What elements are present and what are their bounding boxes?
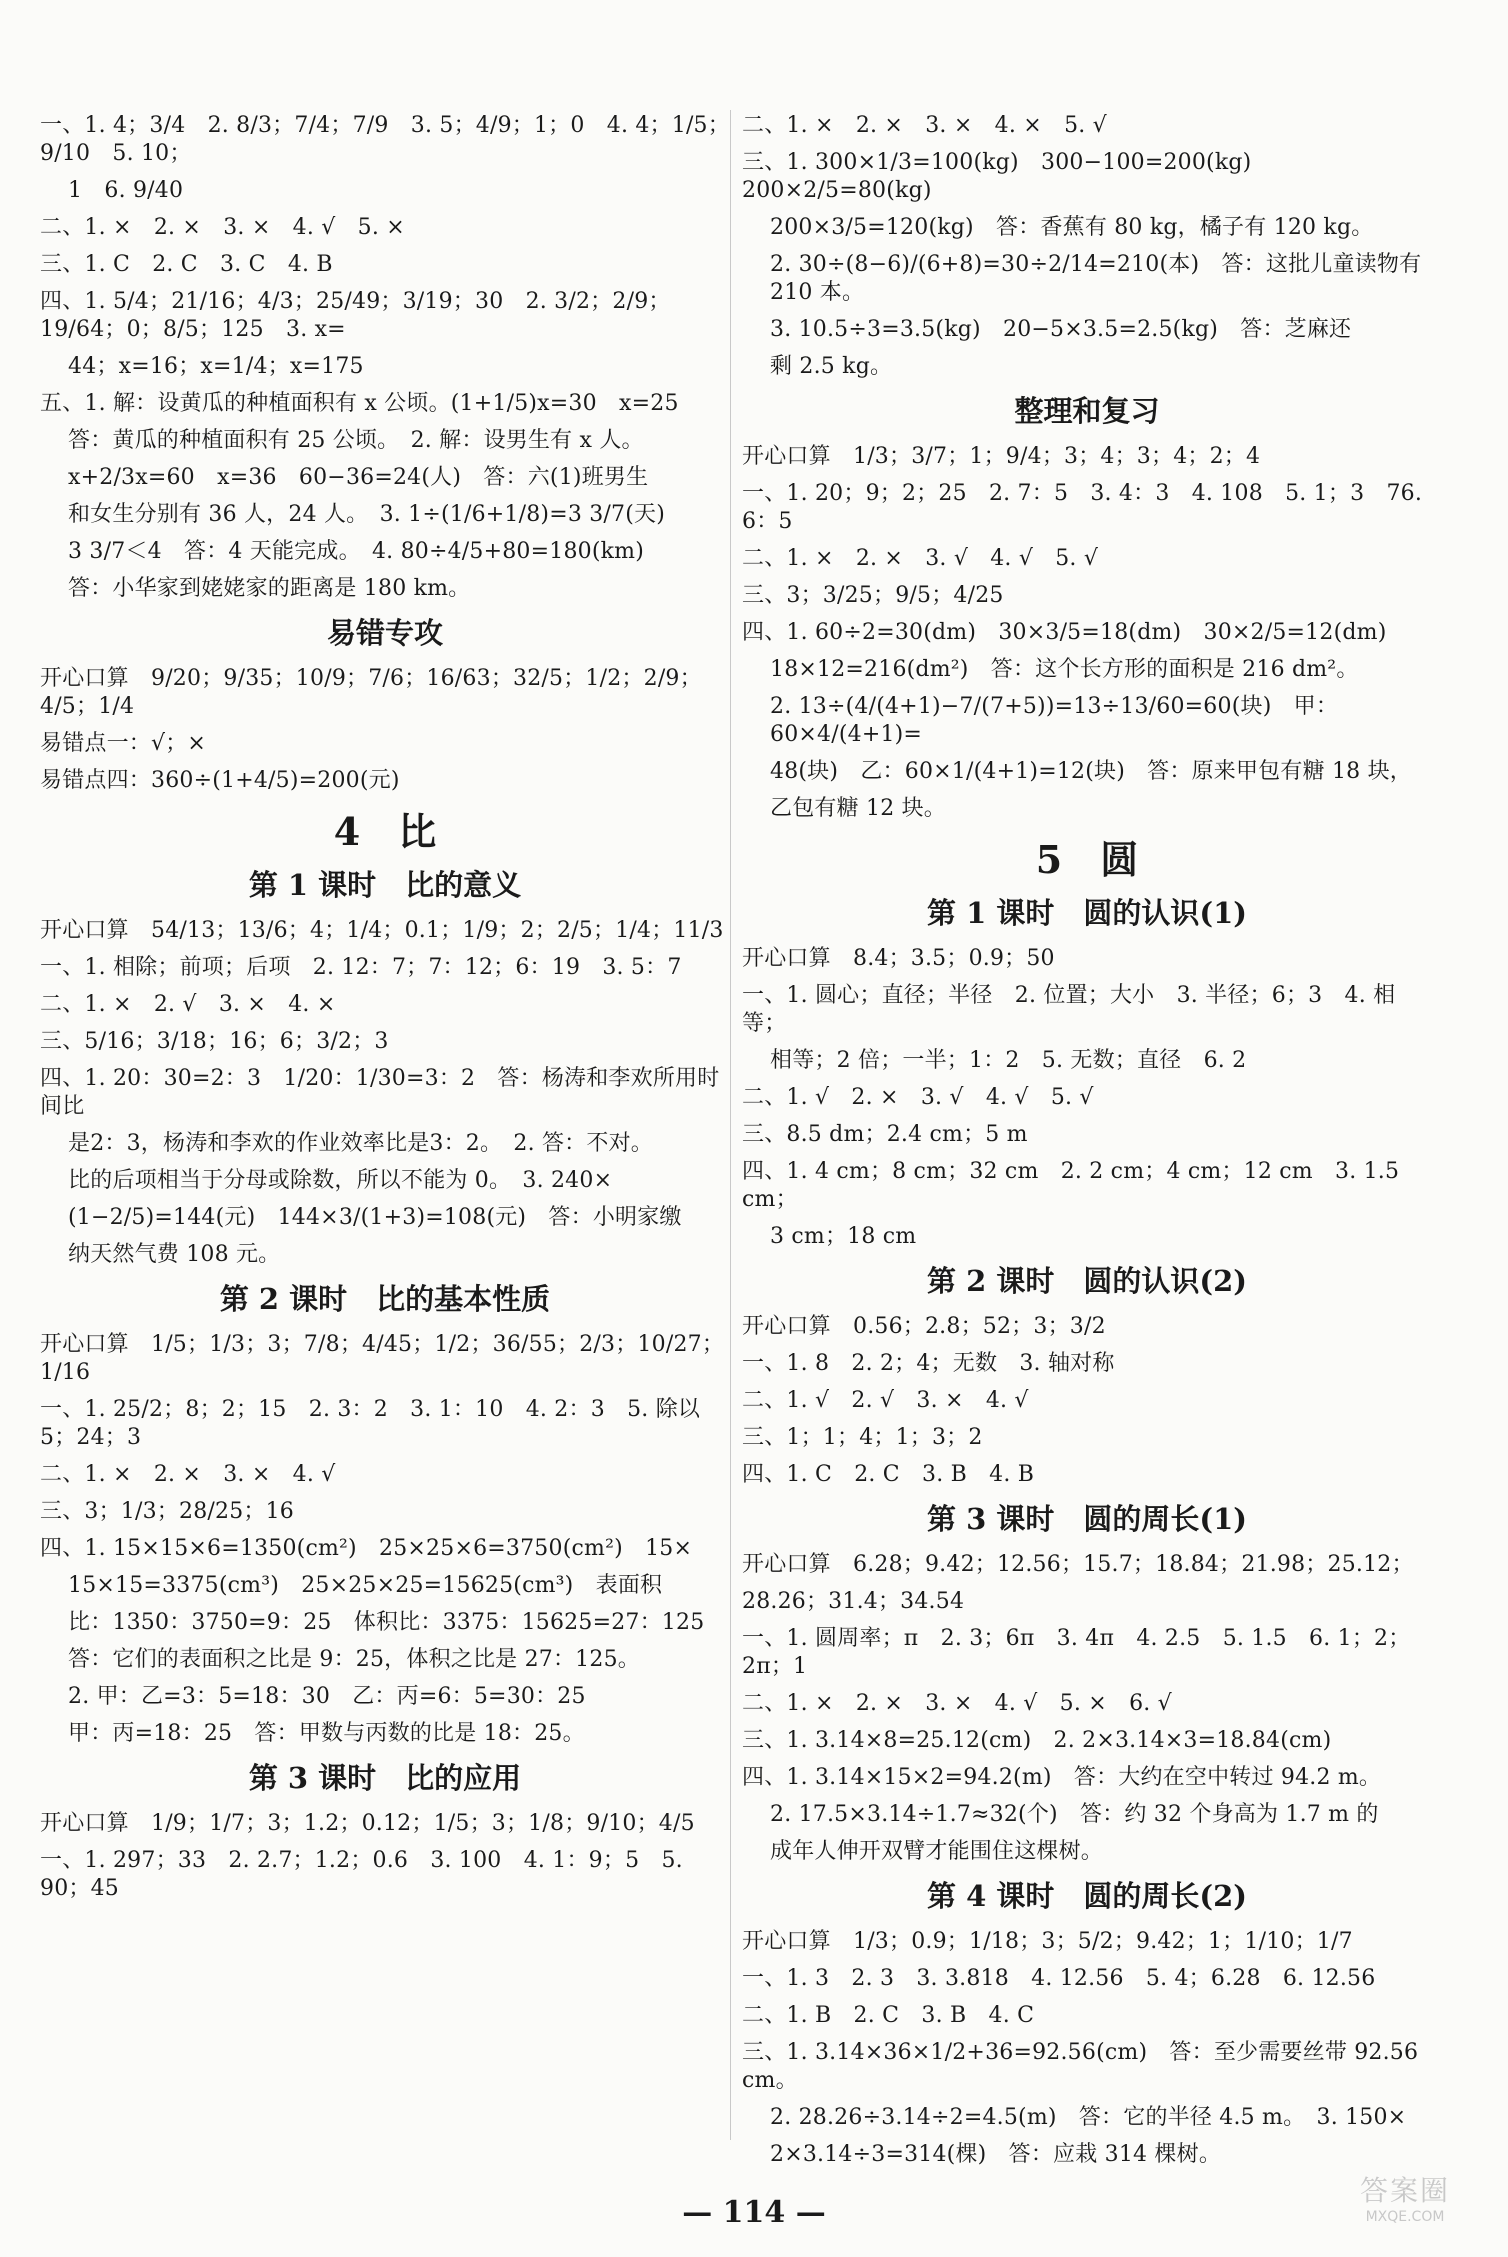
answer-line: 2. 28.26÷3.14÷2=4.5(m) 答：它的半径 4.5 m。 3. 150× [770, 2105, 1407, 2130]
answer-line: 开心口算 1/5；1/3；3；7/8；4/45；1/2；36/55；2/3；10/27；1/16 [40, 1332, 725, 1385]
answer-line: 二、1. × 2. × 3. × 4. √ [40, 1462, 336, 1487]
section-heading: 整理和复习 [1014, 394, 1160, 428]
answer-line: 开心口算 0.56；2.8；52；3；3/2 [742, 1314, 1106, 1339]
answer-line: 一、1. 圆周率；π 2. 3；6π 3. 4π 4. 2.5 5. 1.5 6. 1；2；2π；1 [742, 1626, 1411, 1679]
answer-line: 一、1. 20；9；2；25 2. 7：5 3. 4：3 4. 108 5. 1；3 76. 6：5 [742, 481, 1430, 534]
answer-line: 二、1. × 2. × 3. √ 4. √ 5. √ [742, 546, 1099, 571]
answer-line: 纳天然气费 108 元。 [68, 1242, 281, 1267]
answer-line: 四、1. 60÷2=30(dm) 30×3/5=18(dm) 30×2/5=12(dm) [742, 620, 1387, 645]
answer-line: 三、1. 3.14×8=25.12(cm) 2. 2×3.14×3=18.84(cm) [742, 1728, 1332, 1753]
section-heading: 第 4 课时 圆的周长(2) [927, 1879, 1247, 1913]
answer-line: 二、1. × 2. × 3. × 4. × 5. √ [742, 113, 1107, 138]
answer-line: 15×15=3375(cm³) 25×25×25=15625(cm³) 表面积 [68, 1573, 663, 1598]
answer-line: 二、1. B 2. C 3. B 4. C [742, 2003, 1035, 2028]
answer-line: 四、1. 15×15×6=1350(cm²) 25×25×6=3750(cm²) 15× [40, 1536, 693, 1561]
answer-line: 开心口算 1/3；0.9；1/18；3；5/2；9.42；1；1/10；1/7 [742, 1929, 1353, 1954]
answer-line: 三、1. C 2. C 3. C 4. B [40, 252, 333, 277]
answer-line: 比的后项相当于分母或除数，所以不能为 0。 3. 240× [68, 1168, 613, 1193]
answer-line: 三、5/16；3/18；16；6；3/2；3 [40, 1029, 389, 1054]
answer-line: 一、1. 圆心；直径；半径 2. 位置；大小 3. 半径；6；3 4. 相等； [742, 983, 1396, 1036]
section-heading: 易错专攻 [326, 616, 443, 650]
answer-line: 乙包有糖 12 块。 [770, 796, 946, 821]
answer-line: 和女生分别有 36 人，24 人。 3. 1÷(1/6+1/8)=3 3/7(天) [68, 502, 665, 527]
answer-line: 三、1；1；4；1；3；2 [742, 1425, 983, 1450]
answer-line: 二、1. × 2. × 3. × 4. √ 5. × 6. √ [742, 1691, 1172, 1716]
left-column [40, 112, 730, 1912]
answer-line: 二、1. √ 2. × 3. √ 4. √ 5. √ [742, 1085, 1094, 1110]
answer-line: 一、1. 297；33 2. 2.7；1.2；0.6 3. 100 4. 1：9；5 5. 90；45 [40, 1848, 691, 1901]
answer-line: 一、1. 25/2；8；2；15 2. 3：2 3. 1：10 4. 2：3 5. 除以 5；24；3 [40, 1397, 708, 1450]
answer-line: 开心口算 6.28；9.42；12.56；15.7；18.84；21.98；25.12； [742, 1552, 1414, 1577]
answer-line: 28.26；31.4；34.54 [742, 1589, 965, 1614]
watermark-url: MXQE.COM [1365, 2209, 1445, 2225]
answer-line: 答：小华家到姥姥家的距离是 180 km。 [68, 576, 471, 601]
answer-line: (1−2/5)=144(元) 144×3/(1+3)=108(元) 答：小明家缴 [68, 1205, 682, 1230]
answer-line: 比：1350：3750=9：25 体积比：3375：15625=27：125 [68, 1610, 705, 1635]
answer-line: 五、1. 解：设黄瓜的种植面积有 x 公顷。(1+1/5)x=30 x=25 [40, 391, 679, 416]
answer-line: 一、1. 3 2. 3 3. 3.818 4. 12.56 5. 4；6.28 6. 12.56 [742, 1966, 1376, 1991]
watermark-logo-text: 答案圈 [1359, 2174, 1450, 2207]
answer-line: 2. 13÷(4/(4+1)−7/(7+5))=13÷13/60=60(块) 甲：60×4/(4+1)= [770, 694, 1339, 747]
answer-line: 易错点一：√；× [40, 731, 207, 756]
answer-line: 二、1. × 2. × 3. × 4. √ 5. × [40, 215, 405, 240]
answer-line: 48(块) 乙：60×1/(4+1)=12(块) 答：原来甲包有糖 18 块， [770, 759, 1412, 784]
answer-line: 甲：丙=18：25 答：甲数与丙数的比是 18：25。 [68, 1721, 585, 1746]
section-heading: 第 1 课时 比的意义 [248, 868, 522, 902]
column-divider [730, 110, 731, 2140]
answer-line: 200×3/5=120(kg) 答：香蕉有 80 kg，橘子有 120 kg。 [770, 215, 1374, 240]
answer-line: 18×12=216(dm²) 答：这个长方形的面积是 216 dm²。 [770, 657, 1359, 682]
answer-line: 答：黄瓜的种植面积有 25 公顷。 2. 解：设男生有 x 人。 [68, 428, 644, 453]
answer-line: 三、3；1/3；28/25；16 [40, 1499, 294, 1524]
answer-line: 开心口算 9/20；9/35；10/9；7/6；16/63；32/5；1/2；2/9；4/5；1/4 [40, 666, 702, 719]
section-heading: 第 1 课时 圆的认识(1) [927, 896, 1247, 930]
answer-line: 一、1. 4；3/4 2. 8/3；7/4；7/9 3. 5；4/9；1；0 4. 4；1/5；9/10 5. 10； [40, 113, 730, 166]
answer-line: 开心口算 8.4；3.5；0.9；50 [742, 946, 1055, 971]
section-heading: 第 2 课时 比的基本性质 [219, 1282, 551, 1316]
answer-line: 三、1. 3.14×36×1/2+36=92.56(cm) 答：至少需要丝带 92.56 cm。 [742, 2040, 1426, 2093]
answer-line: 44；x=16；x=1/4；x=175 [68, 354, 364, 379]
answer-line: 四、1. C 2. C 3. B 4. B [742, 1462, 1035, 1487]
answer-line: 四、1. 20：30=2：3 1/20：1/30=3：2 答：杨涛和李欢所用时间比 [40, 1066, 720, 1119]
answer-line: 2×3.14÷3=314(棵) 答：应栽 314 棵树。 [770, 2142, 1222, 2167]
section-heading: 第 3 课时 比的应用 [248, 1761, 522, 1795]
answer-line: 一、1. 8 2. 2；4；无数 3. 轴对称 [742, 1351, 1115, 1376]
page-number: — 114 — [682, 2195, 826, 2230]
answer-line: 3 3/7＜4 答：4 天能完成。 4. 80÷4/5+80=180(km) [68, 539, 645, 564]
answer-line: 2. 17.5×3.14÷1.7≈32(个) 答：约 32 个身高为 1.7 m 的 [770, 1802, 1379, 1827]
answer-line: 2. 30÷(8−6)/(6+8)=30÷2/14=210(本) 答：这批儿童读物有 210 本。 [770, 252, 1429, 305]
answer-line: 答：它们的表面积之比是 9：25，体积之比是 27：125。 [68, 1647, 640, 1672]
answer-line: 开心口算 1/9；1/7；3；1.2；0.12；1/5；3；1/8；9/10；4/5 [40, 1811, 695, 1836]
answer-line: 开心口算 1/3；3/7；1；9/4；3；4；3；4；2；4 [742, 444, 1261, 469]
answer-line: 二、1. √ 2. √ 3. × 4. √ [742, 1388, 1029, 1413]
chapter-heading: 5 圆 [1035, 837, 1139, 882]
answer-line: 三、1. 300×1/3=100(kg) 300−100=200(kg) 200×2/5=80(kg) [742, 150, 1274, 203]
answer-line: 成年人伸开双臂才能围住这棵树。 [770, 1839, 1104, 1864]
section-heading: 第 2 课时 圆的认识(2) [927, 1264, 1247, 1298]
chapter-heading: 4 比 [333, 809, 437, 854]
answer-line: 三、8.5 dm；2.4 cm；5 m [742, 1122, 1028, 1147]
answer-line: 2. 甲：乙=3：5=18：30 乙：丙=6：5=30：25 [68, 1684, 586, 1709]
answer-line: 开心口算 54/13；13/6；4；1/4；0.1；1/9；2；2/5；1/4；11/3 [40, 918, 724, 943]
answer-line: 二、1. × 2. √ 3. × 4. × [40, 992, 336, 1017]
right-column [742, 112, 1432, 2178]
answer-line: 四、1. 4 cm；8 cm；32 cm 2. 2 cm；4 cm；12 cm 3. 1.5 cm； [742, 1159, 1407, 1212]
watermark-logo [1330, 2169, 1480, 2241]
section-heading: 第 3 课时 圆的周长(1) [927, 1502, 1247, 1536]
answer-line: 相等；2 倍；一半；1：2 5. 无数；直径 6. 2 [770, 1048, 1247, 1073]
answer-line: x+2/3x=60 x=36 60−36=24(人) 答：六(1)班男生 [68, 465, 649, 490]
answer-line: 四、1. 5/4；21/16；4/3；25/49；3/19；30 2. 3/2；2/9；19/64；0；8/5；125 3. x= [40, 289, 671, 342]
answer-line: 3. 10.5÷3=3.5(kg) 20−5×3.5=2.5(kg) 答：芝麻还 [770, 317, 1352, 342]
answer-line: 是2：3，杨涛和李欢的作业效率比是3：2。 2. 答：不对。 [68, 1131, 653, 1156]
answer-line: 一、1. 相除；前项；后项 2. 12：7；7：12；6：19 3. 5：7 [40, 955, 682, 980]
answer-line: 易错点四：360÷(1+4/5)=200(元) [40, 768, 400, 793]
answer-line: 三、3；3/25；9/5；4/25 [742, 583, 1004, 608]
answer-line: 四、1. 3.14×15×2=94.2(m) 答：大约在空中转过 94.2 m。 [742, 1765, 1382, 1790]
answer-line: 3 cm；18 cm [770, 1224, 917, 1249]
answer-line: 1 6. 9/40 [68, 178, 184, 203]
answer-line: 剩 2.5 kg。 [770, 354, 893, 379]
